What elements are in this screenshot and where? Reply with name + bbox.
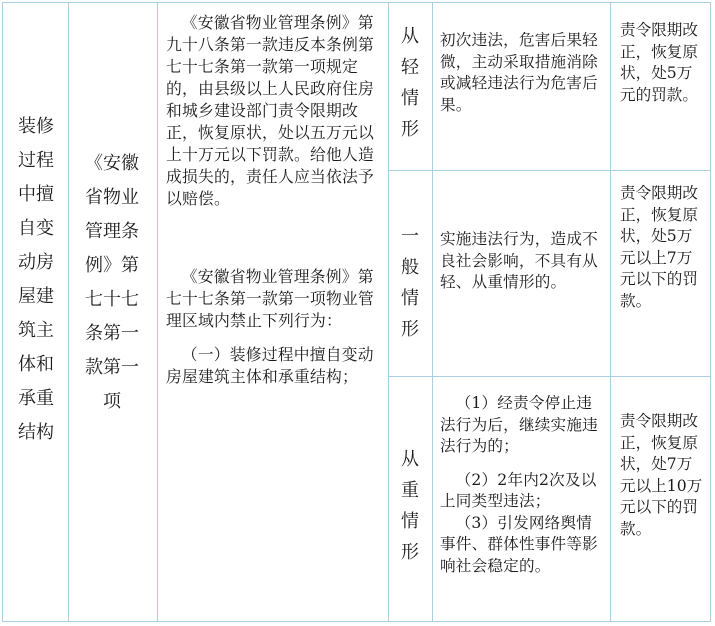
circumstance-heavy-cell — [440, 393, 604, 577]
circumstance-heavy-item: （2）2年内2次及以上同类型违法； — [440, 470, 597, 510]
penalty-provision-text: 《安徽省物业管理条例》第九十八条第一款违反本条例第七十七条第一款第一项规定的，由县级以上人民政府住房和城乡建设部门责令限期改正，恢复原状，处以五万元以上十万元以下罚款。给他人造成损失的，责任人应当依法予以赔偿。 — [166, 13, 374, 208]
provision-cell — [166, 12, 384, 388]
circumstance-general-text: 实施违法行为，造成不良社会影响，不具有从轻、从重情形的。 — [440, 230, 598, 291]
penalty-heavy-text: 责令限期改正，恢复原状，处7万元以上10万元以下的罚款。 — [620, 412, 703, 538]
level-general-label: 一 般 情 形 — [401, 226, 419, 340]
circumstance-heavy-item: （1）经责令停止违法行为后，继续实施违法行为的； — [440, 394, 598, 455]
circumstance-heavy-item: （3）引发网络舆情事件、群体性事件等影响社会稳定的。 — [440, 513, 598, 575]
table-border — [388, 376, 711, 377]
prohibition-provision-text: 《安徽省物业管理条例》第七十七条第一款第一项物业管理区域内禁止下列行为： — [166, 267, 374, 330]
table-border — [2, 2, 711, 3]
table-border — [710, 2, 711, 622]
violation-behavior-cell: 装修 过程 中擅 自变 动房 屋建 筑主 体和 承重 结构 — [18, 116, 54, 443]
table-border — [68, 2, 69, 622]
table-border — [388, 2, 389, 622]
prohibition-item-text: （一）装修过程中擅自变动房屋建筑主体和承重结构； — [166, 345, 374, 386]
level-heavy-label: 从 重 情 形 — [401, 449, 419, 563]
penalty-general-text: 责令限期改正，恢复原状，处5万元以上7万元以下的罚款。 — [620, 184, 698, 310]
table-border — [2, 621, 711, 622]
table-border — [2, 2, 3, 622]
penalty-light-text: 责令限期改正，恢复原状，处5万元的罚款。 — [620, 21, 698, 104]
table-border — [388, 170, 711, 171]
circumstance-light-text: 初次违法，危害后果轻微，主动采取措施消除或减轻违法行为危害后果。 — [440, 31, 598, 114]
table-border — [432, 2, 433, 622]
legal-basis-cell: 《安徽 省物业 管理条 例》第 七十七 条第一 款第一 项 — [85, 153, 139, 412]
table-border — [610, 2, 611, 622]
level-light-label: 从 轻 情 形 — [401, 26, 419, 140]
table-border — [157, 2, 158, 622]
